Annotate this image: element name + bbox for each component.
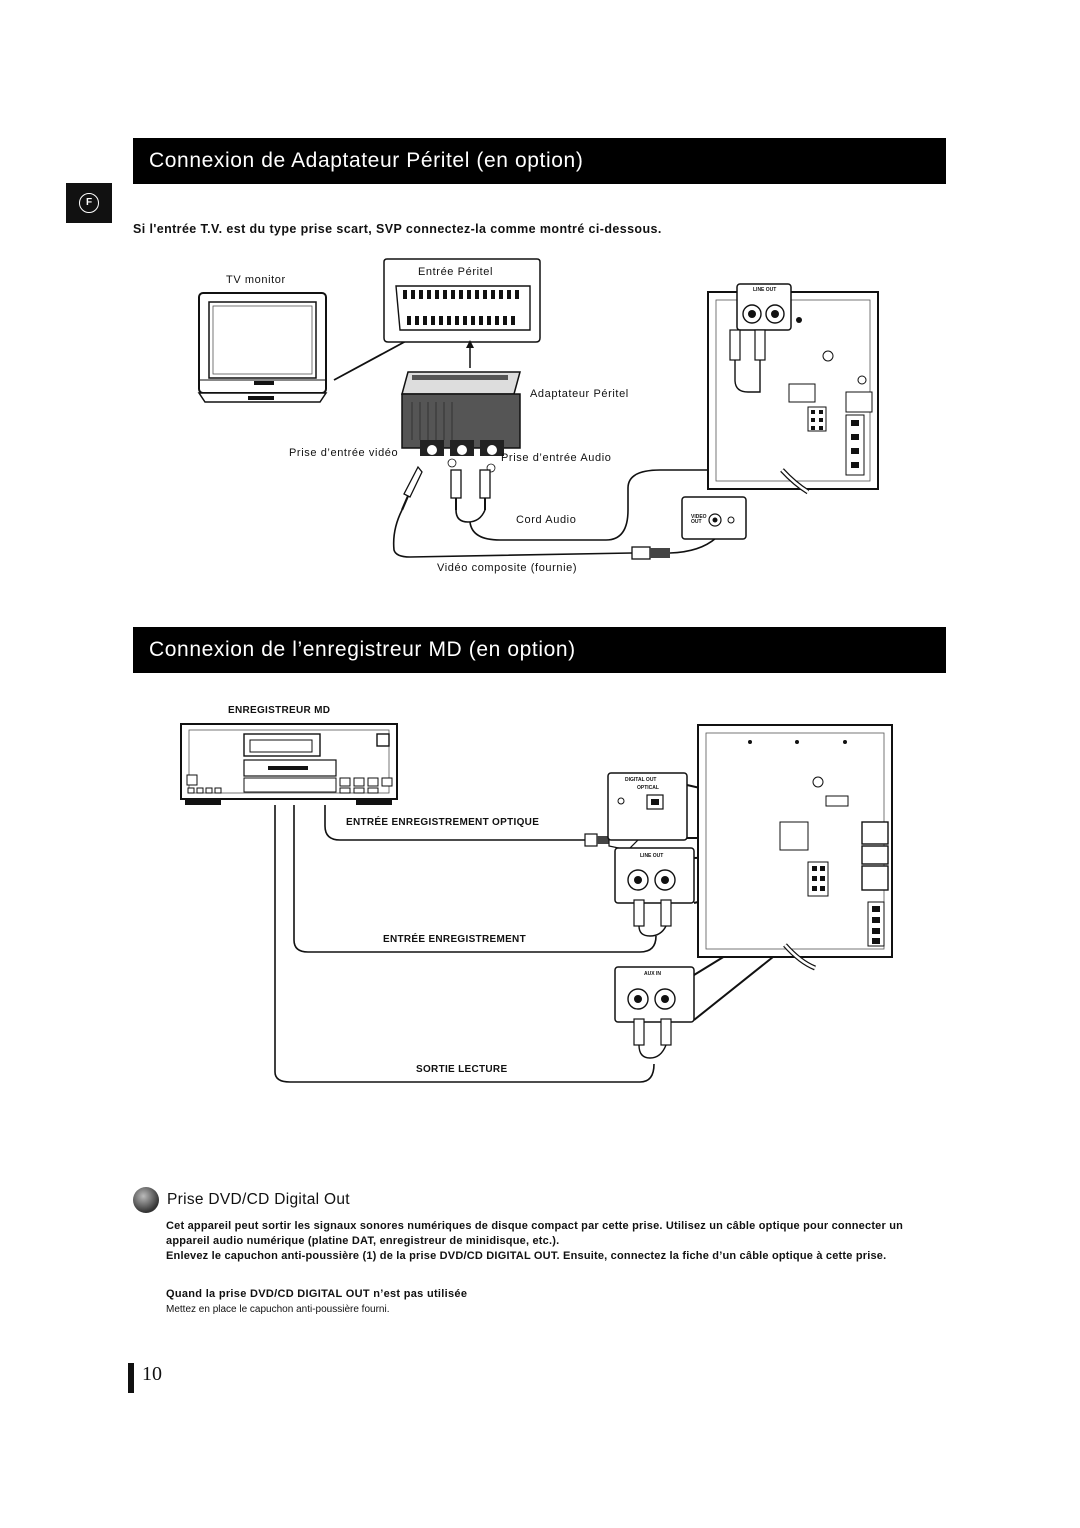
label-prise-video: Prise d’entrée vidéo (289, 447, 399, 459)
paragraph-2: Enlevez le capuchon anti-poussière (1) de la prise DVD/CD DIGITAL OUT. Ensuite, connectez la fiche d’un câble optique à cette prise. (166, 1250, 887, 1262)
label-line-out-1: LINE OUT (753, 287, 777, 293)
label-entree-peritel: Entrée Péritel (418, 266, 494, 278)
bullet-circle-icon (133, 1187, 159, 1213)
label-entree-enregistrement: ENTRÉE ENREGISTREMENT (383, 934, 526, 945)
md-recorder-illustration (181, 724, 397, 805)
label-tv-monitor: TV monitor (226, 274, 286, 286)
label-video-out: VIDEO OUT (691, 514, 707, 525)
label-optical: OPTICAL (637, 785, 659, 791)
rear-panel-2 (698, 725, 892, 968)
aux-in-box (615, 967, 694, 1058)
intro-text: Si l'entrée T.V. est du type prise scart, SVP connectez-la comme montré ci-dessous. (133, 222, 662, 236)
page-number: 10 (142, 1363, 162, 1385)
digital-out-box (608, 773, 687, 840)
label-adaptateur-peritel: Adaptateur Péritel (530, 388, 629, 400)
label-prise-audio: Prise d’entrée Audio (501, 452, 612, 464)
label-enregistreur-md: ENREGISTREUR MD (228, 705, 331, 716)
paragraph-1: Cet appareil peut sortir les signaux sonores numériques de disque compact par cette prise. Utilisez un câble optique pour connecter un appareil audio numérique (platine DAT, enregistreur de minidisque, etc.). (166, 1220, 904, 1247)
label-aux-in: AUX IN (644, 971, 661, 977)
subsection-title: Prise DVD/CD Digital Out (167, 1191, 350, 1208)
section-title-peritel: Connexion de Adaptateur Péritel (en option) (133, 138, 946, 184)
note-title: Quand la prise DVD/CD DIGITAL OUT n’est pas utilisée (166, 1288, 468, 1300)
label-digital-out: DIGITAL OUT (625, 777, 657, 783)
note-text: Mettez en place le capuchon anti-poussière fourni. (166, 1304, 390, 1315)
section-title-md: Connexion de l’enregistreur MD (en option) (133, 627, 946, 673)
language-letter: F (79, 193, 99, 213)
label-cord-audio: Cord Audio (516, 514, 577, 526)
label-video-composite: Vidéo composite (fournie) (437, 562, 578, 574)
label-entree-optique: ENTRÉE ENREGISTREMENT OPTIQUE (346, 817, 540, 828)
label-sortie-lecture: SORTIE LECTURE (416, 1064, 508, 1075)
subsection-heading (133, 1186, 350, 1214)
page-number-bar (128, 1363, 134, 1393)
line-out-box-2 (615, 848, 694, 936)
label-line-out-2: LINE OUT (640, 853, 664, 859)
